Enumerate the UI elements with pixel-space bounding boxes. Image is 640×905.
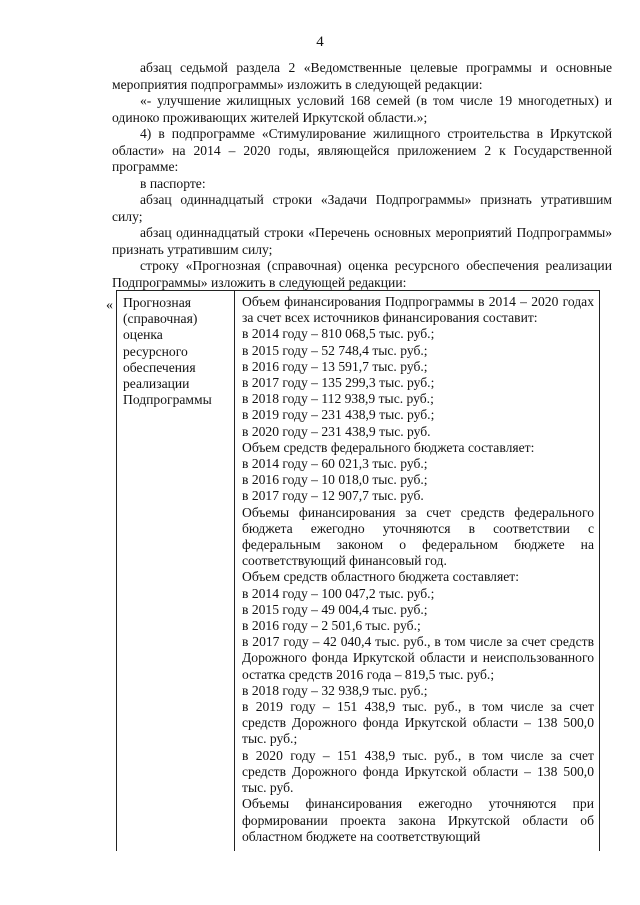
content-line: в 2020 году – 231 438,9 тыс. руб. bbox=[242, 423, 431, 439]
table-row-header bbox=[117, 291, 235, 851]
content-line: в 2014 году – 60 021,3 тыс. руб.; bbox=[242, 456, 428, 472]
content-line: в 2016 году – 10 018,0 тыс. руб.; bbox=[242, 472, 428, 488]
content-line: в 2015 году – 52 748,4 тыс. руб.; bbox=[242, 342, 428, 358]
paragraph: абзац седьмой раздела 2 «Ведомственные целевые программы и основные мероприятия подпрограммы» изложить в следующей редакции: bbox=[112, 60, 612, 92]
row-header-line: Прогнозная bbox=[123, 295, 191, 310]
paragraph: абзац одиннадцатый строки «Задачи Подпрограммы» признать утратившим силу; bbox=[112, 192, 612, 224]
content-line: в 2015 году – 49 004,4 тыс. руб.; bbox=[242, 601, 428, 617]
content-line: Объемы финансирования ежегодно уточняются при формировании проекта закона Иркутской области об областном бюджете на соответствующий bbox=[242, 796, 594, 844]
content-line: в 2020 году – 151 438,9 тыс. руб., в том числе за счет средств Дорожного фонда Иркутской области – 138 500,0 тыс. руб. bbox=[242, 747, 594, 796]
paragraph: «- улучшение жилищных условий 168 семей (в том числе 19 многодетных) и одиноко проживающих жителей Иркутской области.»; bbox=[112, 93, 612, 125]
resource-table bbox=[116, 290, 600, 851]
content-line: в 2016 году – 2 501,6 тыс. руб.; bbox=[242, 618, 421, 634]
row-header-line: Подпрограммы bbox=[123, 392, 212, 408]
table-row-content bbox=[235, 291, 599, 851]
row-header-line: оценка bbox=[123, 327, 163, 343]
content-line: в 2016 году – 13 591,7 тыс. руб.; bbox=[242, 358, 428, 374]
content-line: в 2014 году – 810 068,5 тыс. руб.; bbox=[242, 326, 435, 342]
content-line: в 2017 году – 135 299,3 тыс. руб.; bbox=[242, 375, 435, 391]
content-line: в 2017 году – 12 907,7 тыс. руб. bbox=[242, 488, 424, 504]
paragraph: строку «Прогнозная (справочная) оценка ресурсного обеспечения реализации Подпрограммы» изложить в следующей редакции: bbox=[112, 258, 612, 290]
content-line: Объем финансирования Подпрограммы в 2014 – 2020 годах за счет всех источников финансирования составит: bbox=[242, 294, 594, 326]
paragraph: 4) в подпрограмме «Стимулирование жилищного строительства в Иркутской области» на 2014 – 2020 годы, являющейся приложением 2 к Государственной программе: bbox=[112, 126, 612, 174]
content-line: в 2014 году – 100 047,2 тыс. руб.; bbox=[242, 585, 435, 601]
content-line: в 2018 году – 32 938,9 тыс. руб.; bbox=[242, 682, 428, 698]
row-header-line: обеспечения bbox=[123, 359, 196, 375]
paragraph: абзац одиннадцатый строки «Перечень основных мероприятий Подпрограммы» признать утратившим силу; bbox=[112, 225, 612, 257]
content-line: в 2019 году – 231 438,9 тыс. руб.; bbox=[242, 407, 435, 423]
row-header-line: (справочная) bbox=[123, 311, 198, 327]
body-text bbox=[112, 60, 612, 291]
content-line: Объем средств областного бюджета составляет: bbox=[242, 569, 519, 585]
paragraph: в паспорте: bbox=[140, 175, 206, 191]
page-number: 4 bbox=[316, 34, 324, 50]
open-quote: « bbox=[106, 298, 113, 313]
content-line: в 2017 году – 42 040,4 тыс. руб., в том числе за счет средств Дорожного фонда Иркутской области и неиспользованного остатка средств 2016 года – 819,5 тыс. руб.; bbox=[242, 634, 594, 682]
content-line: Объемы финансирования за счет средств федерального бюджета ежегодно уточняются в соответствии с федеральным законом о федеральном бюджете на соответствующий финансовый год. bbox=[242, 504, 594, 569]
content-line: Объем средств федерального бюджета составляет: bbox=[242, 439, 535, 455]
row-header-line: ресурсного bbox=[123, 343, 188, 359]
content-line: в 2018 году – 112 938,9 тыс. руб.; bbox=[242, 391, 434, 407]
content-line: в 2019 году – 151 438,9 тыс. руб., в том числе за счет средств Дорожного фонда Иркутской области – 138 500,0 тыс. руб.; bbox=[242, 699, 594, 747]
row-header-line: реализации bbox=[123, 376, 190, 392]
